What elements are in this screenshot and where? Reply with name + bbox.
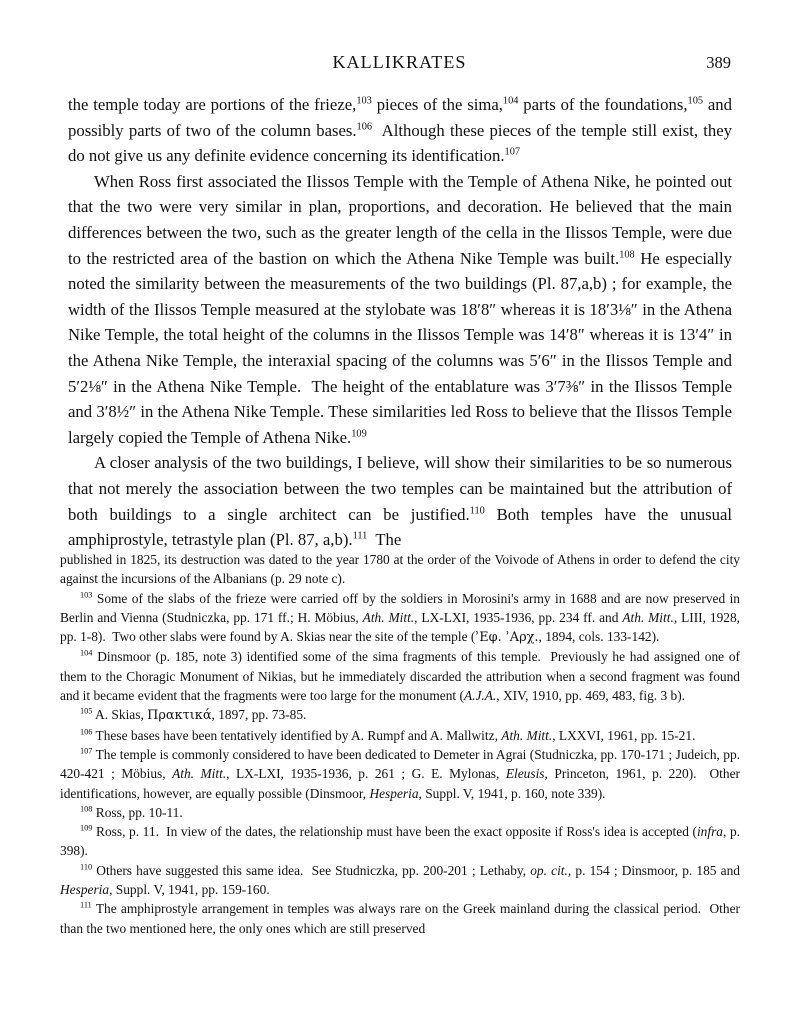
page-number: 389	[706, 53, 731, 72]
footnote-109: $^{109}$ Ross, p. 11. In view of the dates, the relationship must have been the exact opposite if Ross's idea is accepted (infra, p. 398).	[60, 823, 740, 859]
para-2: When Ross first associated the Ilissos Temple with the Temple of Athena Nike, he pointed out that the two were very similar in plan, proportions, and decoration. He believed that the main differences between the two, such as the greater length of the cella in the Ilissos Temple, were due to the restricted area of the bastion on which the Athena Nike Temple was built.$^{108}$ He especially noted the similarity between the measurements of the two buildings (Pl. 87,a,b) ; for example, the width of the Ilissos Temple measured at the stylobate was 18′8″ whereas it is 18′3⅛″ in the Athena Nike Temple, the total height of the columns in the Ilissos Temple was 14′8″ whereas it is 13′4″ in the Athena Nike Temple, the interaxial spacing of the columns was 5′6″ in the Ilissos Temple and 5′2⅛″ in the Athena Nike Temple. The height of the entablature was 3′7⅜″ in the Ilissos Temple and 3′8½″ in the Athena Nike Temple. These similarities led Ross to believe that the Ilissos Temple largely copied the Temple of Athena Nike.$^{109}$	[68, 171, 732, 447]
footnotes-block	[60, 550, 740, 938]
footnote-105: $^{105}$ A. Skias, Πρακτικά, 1897, pp. 73-85.	[80, 706, 307, 724]
body-text	[68, 92, 732, 553]
footnote-104: $^{104}$ Dinsmoor (p. 185, note 3) identified some of the sima fragments of this temple. Previously he had assigned one of them to the Choragic Monument of Nikias, but he immediately discarded the attribution when a second fragment was found and it became evident that the fragments were too large for the monument (A.J.A., XIV, 1910, pp. 469, 483, fig. 3 b).	[60, 649, 740, 704]
footnote-107: $^{107}$ The temple is commonly considered to have been dedicated to Demeter in Agrai (Studniczka, pp. 170-171 ; Judeich, pp. 420-421 ; Möbius, Ath. Mitt., LX-LXI, 1935-1936, p. 261 ; G. E. Mylonas, Eleusis, Princeton, 1961, p. 220). Other identifications, however, are equally possible (Dinsmoor, Hesperia, Suppl. V, 1941, p. 160, note 339).	[60, 746, 740, 801]
page-header	[68, 52, 731, 78]
footnote-106: $^{106}$ These bases have been tentatively identified by A. Rumpf and A. Mallwitz, Ath. Mitt., LXXVI, 1961, pp. 15-21.	[80, 727, 696, 743]
footnote-continued: published in 1825, its destruction was dated to the year 1780 at the order of the Voivode of Athens in order to defend the city against the incursions of the Albanians (p. 29 note c).	[60, 552, 740, 587]
footnote-110: $^{110}$ Others have suggested this same idea. See Studniczka, pp. 200-201 ; Lethaby, op. cit., p. 154 ; Dinsmoor, p. 185 and Hesperia, Suppl. V, 1941, pp. 159-160.	[60, 862, 740, 898]
para-3: A closer analysis of the two buildings, I believe, will show their similarities to be so numerous that not merely the association between the two temples can be maintained but the attribution of both buildings to a single architect can be justified.$^{110}$ Both temples have the unusual amphiprostyle, tetrastyle plan (Pl. 87, a,b).$^{111}$ The	[68, 453, 732, 550]
para-1: the temple today are portions of the frieze,$^{103}$ pieces of the sima,$^{104}$ parts of the foundations,$^{105}$ and possibly parts of two of the column bases.$^{106}$ Although these pieces of the temple still exist, they do not give us any definite evidence concerning its identification.$^{107}$	[68, 95, 732, 166]
footnote-108: $^{108}$ Ross, pp. 10-11.	[80, 804, 183, 820]
footnote-103: $^{103}$ Some of the slabs of the frieze were carried off by the soldiers in Morosini's army in 1688 and are now preserved in Berlin and Vienna (Studniczka, pp. 171 ff.; H. Möbius, Ath. Mitt., LX-LXI, 1935-1936, pp. 234 ff. and Ath. Mitt., LIII, 1928, pp. 1-8). Two other slabs were found by A. Skias near the site of the temple (ʾΕφ. ʾΑρχ., 1894, cols. 133-142).	[60, 590, 741, 646]
footnote-111: $^{111}$ The amphiprostyle arrangement in temples was always rare on the Greek mainland during the classical period. Other than the two mentioned here, the only ones which are still preserved	[60, 900, 740, 936]
running-title: KALLIKRATES	[332, 52, 467, 72]
